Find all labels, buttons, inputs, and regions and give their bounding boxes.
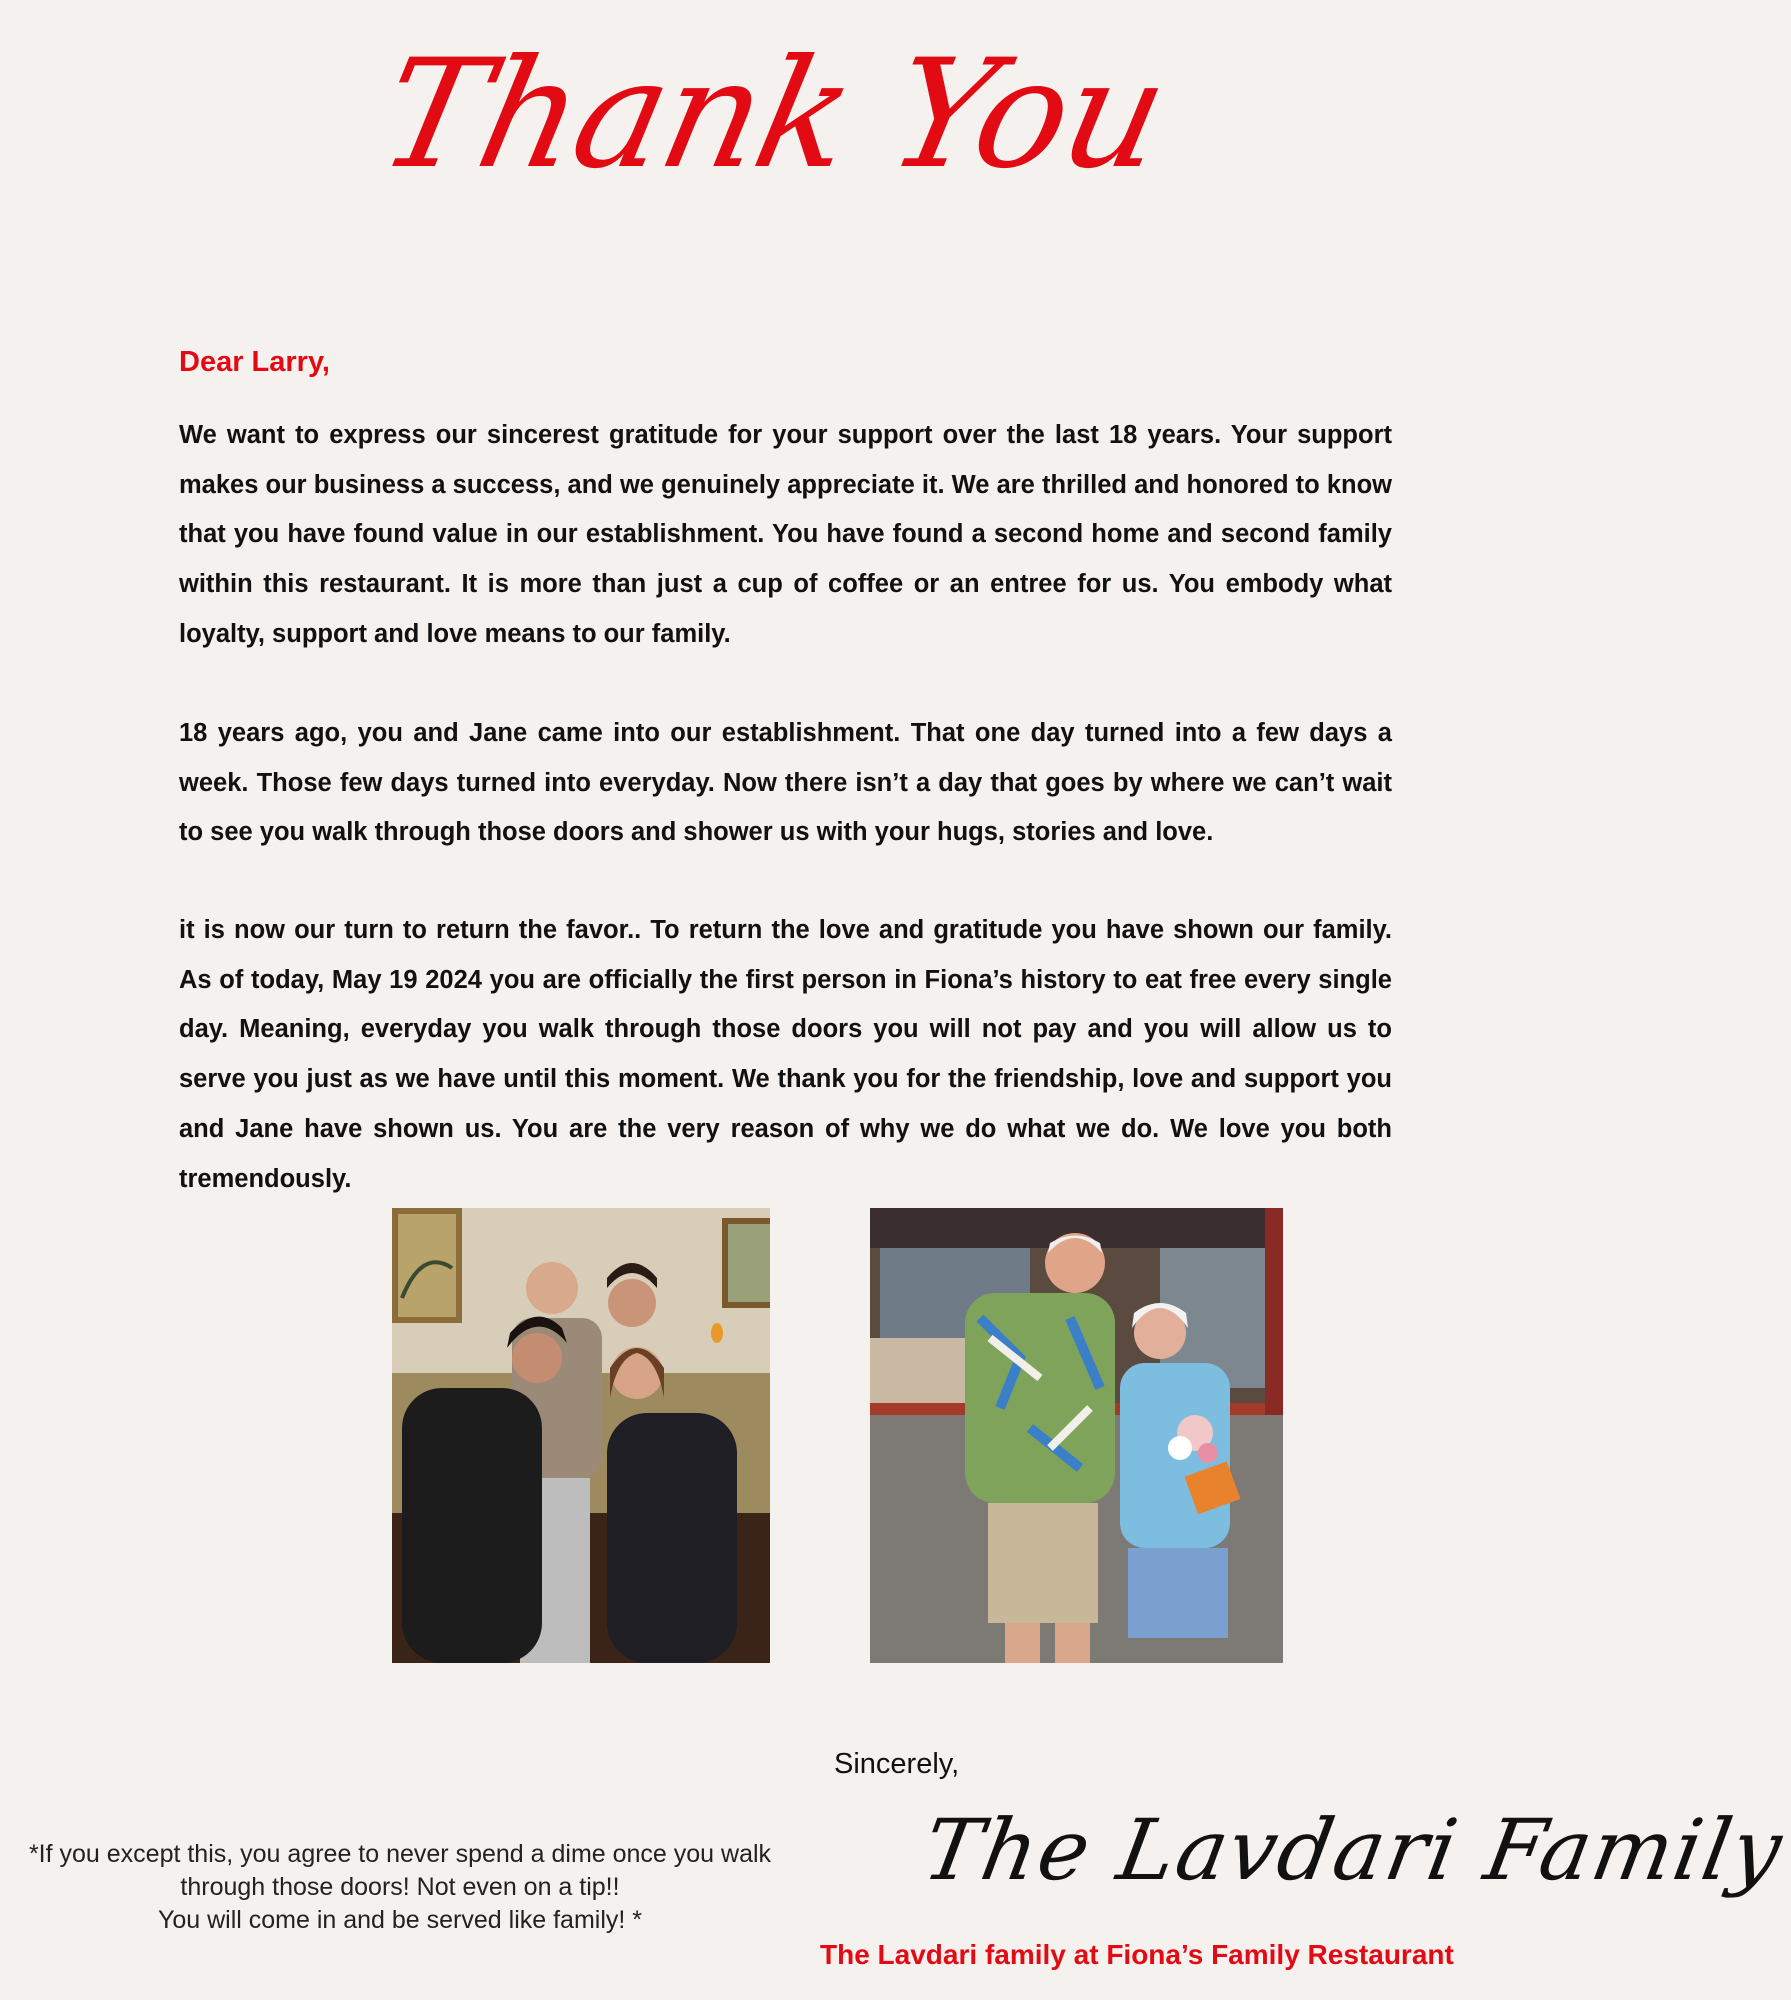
closing: Sincerely, bbox=[834, 1748, 960, 1780]
letter-paragraph-3: it is now our turn to return the favor.. To return the love and gratitude you have shown our family. As of today, May 19 2024 you are officially the first person in Fiona’s history to eat free every single day. Meaning, everyday you walk through those doors you will not pay and you will allow us to serve you just as we have until this moment. We thank you for the friendship, love and support you and Jane have shown us. You are the very reason of why we do what we do. We love you both tremendously. bbox=[179, 916, 1392, 1193]
disclaimer-line-1: *If you except this, you agree to never spend a dime once you walk bbox=[28, 1840, 772, 1868]
photo-group-hug-image bbox=[392, 1208, 770, 1663]
thank-you-title: Thank You bbox=[366, 28, 1180, 202]
disclaimer-line-3: You will come in and be served like family! * bbox=[157, 1906, 643, 1934]
signature: The Lavdari Family bbox=[916, 1801, 1791, 1899]
disclaimer bbox=[0, 1838, 800, 1937]
disclaimer-line-2: through those doors! Not even on a tip!! bbox=[180, 1873, 620, 1901]
photo-group-hug bbox=[392, 1208, 770, 1663]
photo-larry-and-jane bbox=[870, 1208, 1283, 1663]
signature-line: The Lavdari family at Fiona’s Family Restaurant bbox=[820, 1939, 1454, 1970]
greeting: Dear Larry, bbox=[179, 346, 330, 378]
letter-paragraph-1: We want to express our sincerest gratitude for your support over the last 18 years. Your support makes our business a success, and we genuinely appreciate it. We are thrilled and honored to know that you have found value in our establishment. You have found a second home and second family within this restaurant. It is more than just a cup of coffee or an entree for us. You embody what loyalty, support and love means to our family. bbox=[179, 421, 1392, 648]
photo-larry-and-jane-image bbox=[870, 1208, 1283, 1663]
letter-paragraph-2: 18 years ago, you and Jane came into our establishment. That one day turned into a few days a week. Those few days turned into everyday. Now there isn’t a day that goes by where we can’t wait to see you walk through those doors and shower us with your hugs, stories and love. bbox=[179, 719, 1392, 847]
